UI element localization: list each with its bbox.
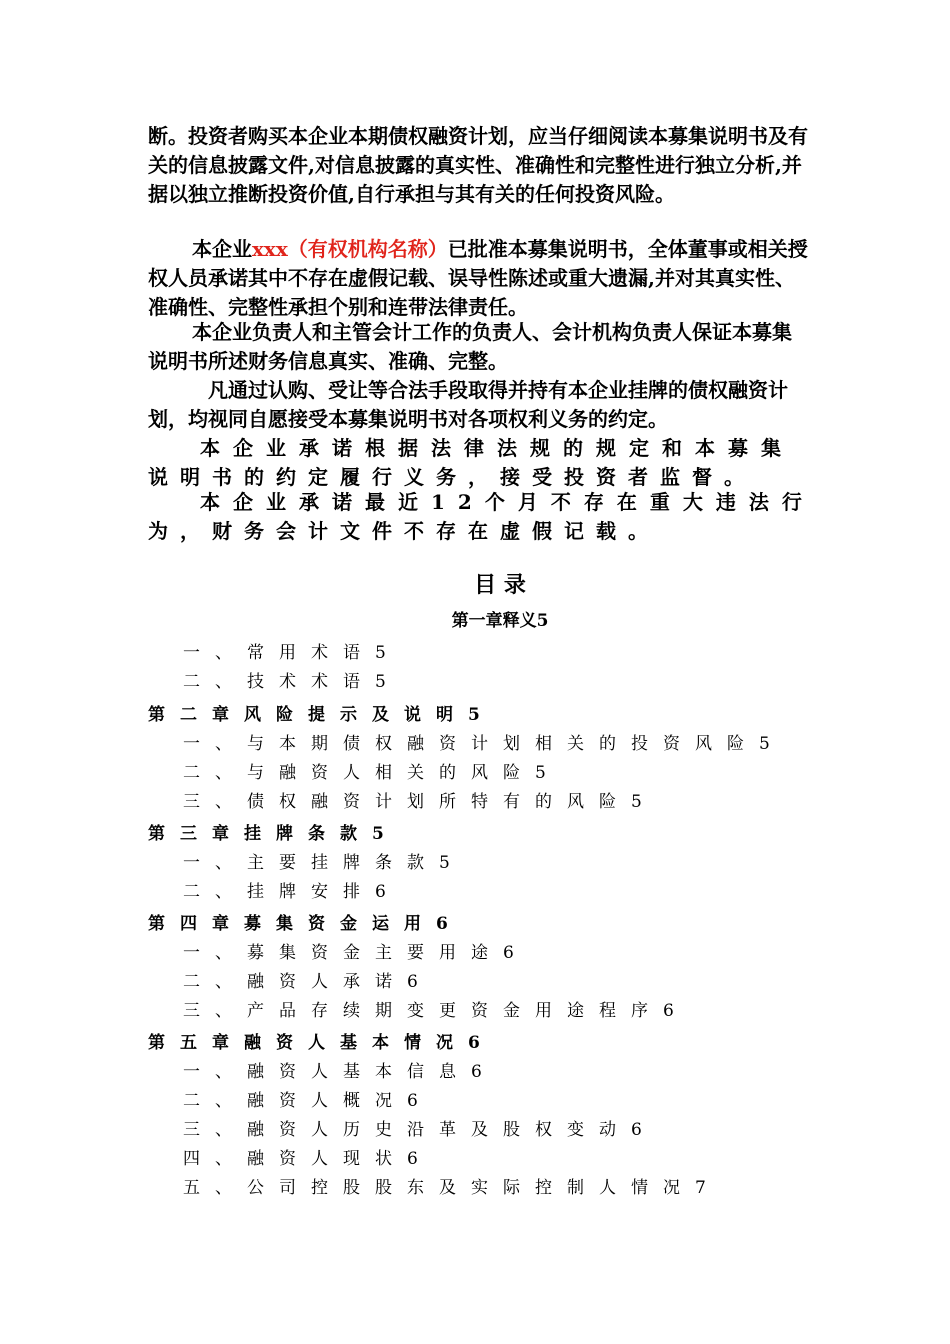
intro-paragraph-1 xyxy=(148,122,808,209)
intro-paragraph-5-line-1: 本企业承诺根据法律法规的规定和本募集 xyxy=(200,436,794,460)
toc-title: 目 录 xyxy=(474,572,526,598)
toc-section[interactable]: 一、主要挂牌条款5 xyxy=(183,853,465,873)
intro-paragraph-2-prefix: 本企业 xyxy=(192,237,252,261)
intro-paragraph-2-suffix: 已批准本募集说明书，全体董事或相关授权人员承诺其中不存在虚假记载、误导性陈述或重大遗漏,并对其真实性、准确性、完整性承担个别和连带法律责任。 xyxy=(148,237,808,319)
toc-section[interactable]: 二、技术术语5 xyxy=(183,672,401,692)
intro-paragraph-5-line-2: 说明书的约定履行义务，接受投资者监督。 xyxy=(148,465,756,489)
toc-section[interactable]: 五、公司控股股东及实际控制人情况7 xyxy=(183,1178,721,1198)
intro-paragraph-6-line-1: 本企业承诺最近12个月不存在重大违法行 xyxy=(200,490,815,514)
toc-section[interactable]: 一、融资人基本信息6 xyxy=(183,1062,497,1082)
intro-paragraph-4 xyxy=(148,376,808,434)
toc-section[interactable]: 二、与融资人相关的风险5 xyxy=(183,763,561,783)
intro-paragraph-1-text: 断。投资者购买本企业本期债权融资计划，应当仔细阅读本募集说明书及有关的信息披露文件,对信息披露的真实性、准确性和完整性进行独立分析,并据以独立推断投资价值,自行承担与其有关的任何投资风险。 xyxy=(148,124,808,206)
intro-paragraph-6-line-2: 为，财务会计文件不存在虚假记载。 xyxy=(148,519,660,543)
intro-paragraph-3-text: 本企业负责人和主管会计工作的负责人、会计机构负责人保证本募集说明书所述财务信息真实、准确、完整。 xyxy=(148,320,792,373)
toc-section[interactable]: 三、债权融资计划所特有的风险5 xyxy=(183,792,657,812)
toc-chapter-1[interactable]: 第一章释义5 xyxy=(451,611,549,631)
toc-chapter[interactable]: 第三章挂牌条款5 xyxy=(148,824,399,844)
toc-section[interactable]: 二、融资人概况6 xyxy=(183,1091,433,1111)
toc-section[interactable]: 一、募集资金主要用途6 xyxy=(183,943,529,963)
authority-name-placeholder: xxx（有权机构名称） xyxy=(252,237,448,261)
toc-section[interactable]: 三、融资人历史沿革及股权变动6 xyxy=(183,1120,657,1140)
toc-chapter[interactable]: 第五章融资人基本情况6 xyxy=(148,1033,495,1053)
intro-paragraph-2 xyxy=(148,235,808,322)
intro-paragraph-4-text: 凡通过认购、受让等合法手段取得并持有本企业挂牌的债权融资计划，均视同自愿接受本募集说明书对各项权利义务的约定。 xyxy=(148,378,788,431)
toc-section[interactable]: 一、与本期债权融资计划相关的投资风险5 xyxy=(183,734,785,754)
toc-chapter[interactable]: 第二章风险提示及说明5 xyxy=(148,705,495,725)
toc-section[interactable]: 二、挂牌安排6 xyxy=(183,882,401,902)
toc-section[interactable]: 二、融资人承诺6 xyxy=(183,972,433,992)
toc-section[interactable]: 四、融资人现状6 xyxy=(183,1149,433,1169)
toc-section[interactable]: 三、产品存续期变更资金用途程序6 xyxy=(183,1001,689,1021)
toc-section[interactable]: 一、常用术语5 xyxy=(183,643,401,663)
intro-paragraph-3 xyxy=(148,318,808,376)
toc-chapter[interactable]: 第四章募集资金运用6 xyxy=(148,914,463,934)
